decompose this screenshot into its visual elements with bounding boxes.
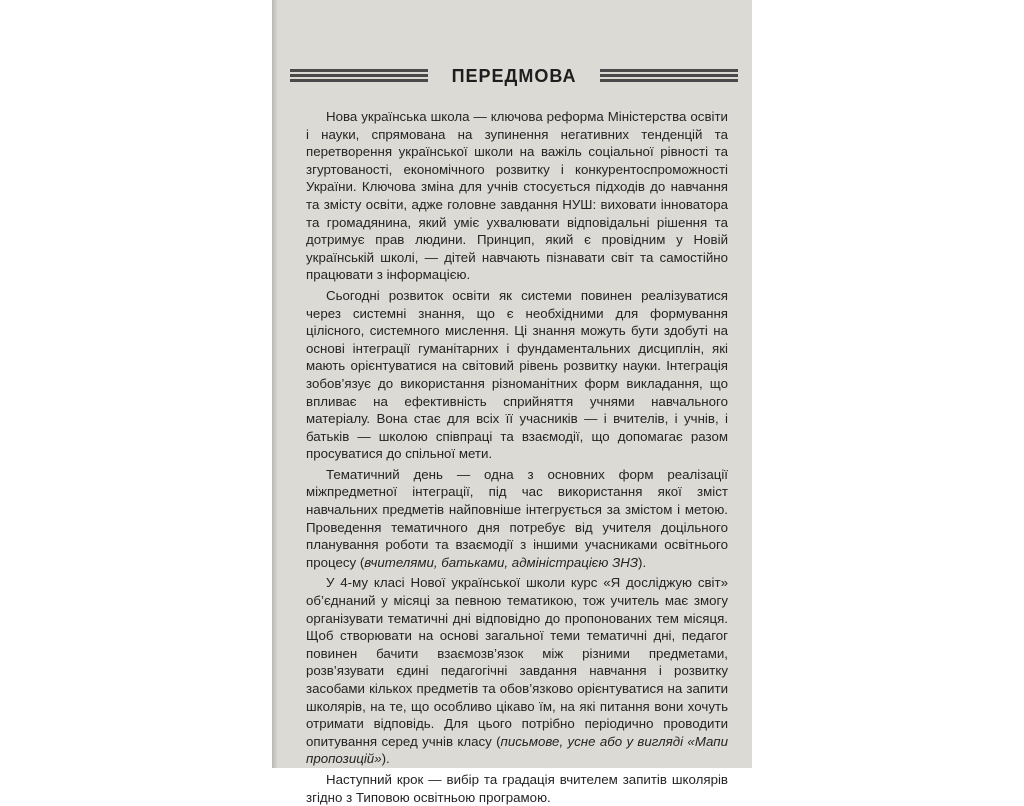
paragraph-5: Наступний крок — вибір та градація вчителем запитів школярів згідно з Типовою освітньою програмою. <box>306 771 728 805</box>
header-stripes-left <box>290 69 428 83</box>
header-stripes-right <box>600 69 738 83</box>
page-body <box>306 108 728 806</box>
paragraph-1: Нова українська школа — ключова реформа Міністерства освіти і науки, спрямована на зупинення негативних тенденцій та перетворення української школи на важіль соціальної рівності та згуртованості, економічного розвитку і конкурентоспроможності України. Ключова зміна для учнів стосується підходів до навчання та змісту освіти, адже головне завдання НУШ: виховати інноватора та громадянина, який уміє ухвалювати відповідальні рішення та дотримує прав людини. Принцип, який є провідним у Новій українській школі, — дітей навчають пізнавати світ та самостійно працювати з інформацією. <box>306 109 728 283</box>
italic-phrase: письмове, усне або у вигляді «Мапи пропозицій» <box>306 733 728 767</box>
page-edge-shadow <box>272 0 278 768</box>
paragraph-2: Сьогодні розвиток освіти як системи повинен реалізуватися через системні знання, що є необхідними для формування цілісного, системного мислення. Ці знання можуть бути здобуті на основі інтеграції гуманітарних і фундаментальних дисциплін, які мають орієнтуватися на світовий рівень розвитку науки. Інтеграція зобов’язує до використання різноманітних форм викладання, що впливає на ефективність сприйняття учнями навчального матеріалу. Вона стає для всіх її учасників — і вчителів, і учнів, і батьків — школою співпраці та взаємодії, що допомагає разом просуватися до спільної мети. <box>306 287 728 462</box>
paragraph-4: У 4-му класі Нової української школи курс «Я досліджую світ» об’єднаний у місяці за певною тематикою, тож учитель має змогу організувати тематичні дні відповідно до пропонованих тем місяця. Щоб створювати на основі загальної теми тематичні дні, педагог повинен бачити взаємозв’язок між різними предметами, розв’язувати єдині педагогічні завдання навчання і розвитку засобами кількох предметів та обов’язково орієнтуватися на запити школярів, на те, що особливо цікаво їм, на які питання вони хочуть отримати відповідь. Для цього потрібно періодично проводити опитування серед учнів класу (письмове, усне або у вигляді «Мапи пропозицій»). <box>306 575 728 767</box>
italic-phrase: вчителями, батьками, адміністрацією ЗНЗ <box>364 554 639 570</box>
page-title: ПЕРЕДМОВА <box>451 66 577 86</box>
section-header <box>290 64 738 88</box>
book-page <box>272 0 752 805</box>
paragraph-3: Тематичний день — одна з основних форм реалізації міжпредметної інтеграції, під час використання якої зміст навчальних предметів найповніше інтегрується за змістом і метою. Проведення тематичного дня потребує від учителя доцільного планування роботи та взаємодії з іншими учасниками освітнього процесу (вчителями, батьками, адміністрацією ЗНЗ). <box>306 466 728 570</box>
